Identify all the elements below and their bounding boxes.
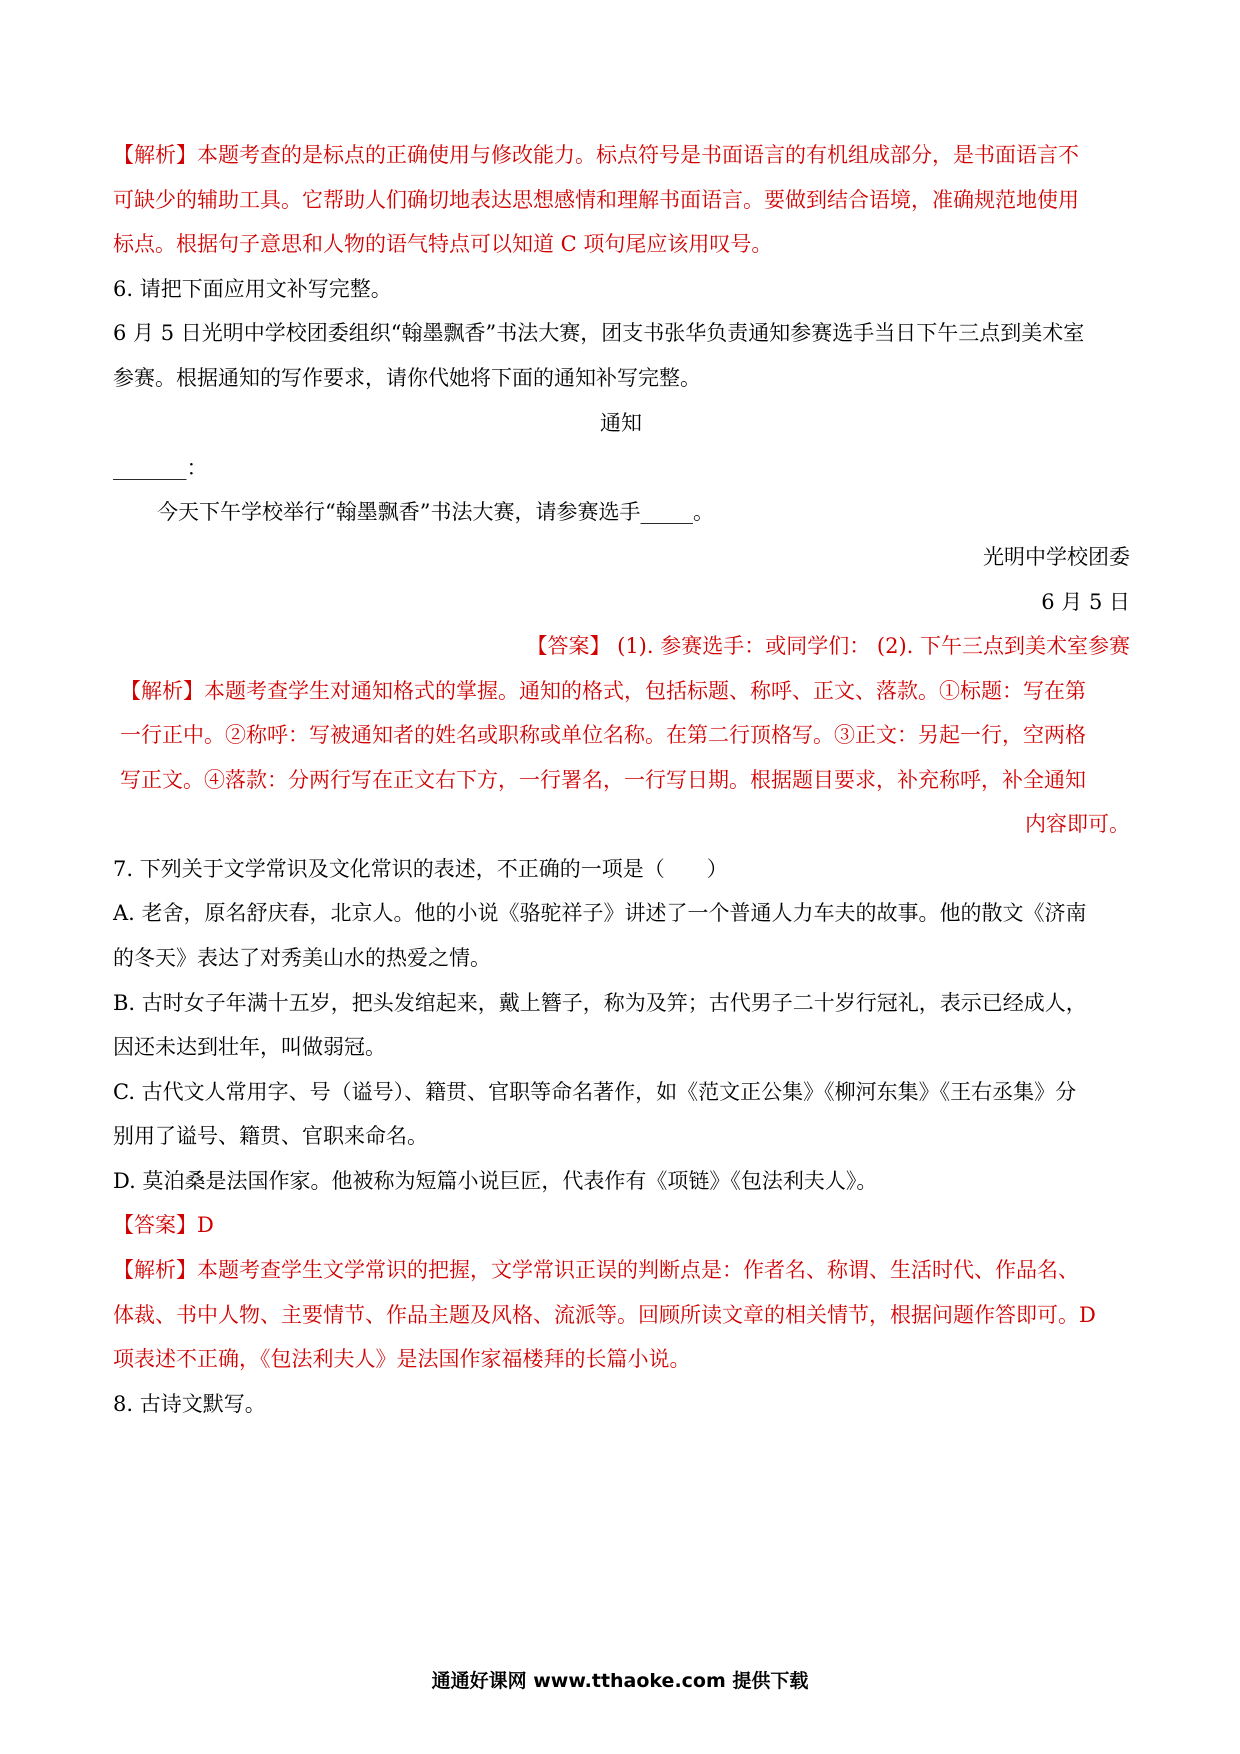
question-7-option-a-line-2: 的冬天》表达了对秀美山水的热爱之情。 (113, 946, 491, 970)
question-7-analysis-line-3: 项表述不正确，《包法利夫人》是法国作家福楼拜的长篇小说。 (113, 1347, 691, 1371)
question-7-stem: 7. 下列关于文学常识及文化常识的表述，不正确的一项是（ ） (113, 857, 728, 881)
question-6-stem: 6. 请把下面应用文补写完整。 (113, 277, 392, 301)
analysis-q5-line-2: 可缺少的辅助工具。它帮助人们确切地表达思想感情和理解书面语言。要做到结合语境，准确规范地使用 (113, 188, 1079, 212)
notice-salutation-blank: _______： (113, 456, 208, 480)
question-6-answer: 【答案】 (1). 参赛选手：或同学们： (2). 下午三点到美术室参赛 (526, 634, 1130, 658)
question-7-option-c-line-2: 别用了谥号、籍贯、官职来命名。 (113, 1124, 428, 1148)
question-7-option-c-line-1: C. 古代文人常用字、号（谥号）、籍贯、官职等命名著作，如《范文正公集》《柳河东集》《王右丞集》分 (113, 1080, 1077, 1104)
question-6-analysis-line-2: 一行正中。②称呼：写被通知者的姓名或职称或单位名称。在第二行顶格写。③正文：另起一行，空两格 (120, 723, 1086, 747)
question-6-analysis-line-3: 写正文。④落款：分两行写在正文右下方，一行署名，一行写日期。根据题目要求，补充称呼，补全通知 (120, 768, 1086, 792)
question-7-option-b-line-2: 因还未达到壮年，叫做弱冠。 (113, 1035, 386, 1059)
question-6-analysis-line-1: 【解析】本题考查学生对通知格式的掌握。通知的格式，包括标题、称呼、正文、落款。①标题：写在第 (120, 679, 1086, 703)
notice-body: 今天下午学校举行“翰墨飘香”书法大赛，请参赛选手_____。 (157, 500, 714, 524)
question-8-stem: 8. 古诗文默写。 (113, 1392, 266, 1416)
analysis-q5-line-3: 标点。根据句子意思和人物的语气特点可以知道 C 项句尾应该用叹号。 (113, 232, 773, 256)
question-7-option-b-line-1: B. 古时女子年满十五岁，把头发绾起来，戴上簪子，称为及笄；古代男子二十岁行冠礼，表示已经成人， (113, 991, 1087, 1015)
question-7-option-a-line-1: A. 老舍，原名舒庆春，北京人。他的小说《骆驼祥子》讲述了一个普通人力车夫的故事。他的散文《济南 (113, 901, 1087, 925)
question-6-analysis-line-4: 内容即可。 (1025, 812, 1130, 836)
question-6-context-line-1: 6 月 5 日光明中学校团委组织“翰墨飘香”书法大赛，团支书张华负责通知参赛选手当日下午三点到美术室 (113, 321, 1085, 345)
page-footer: 通通好课网 www.tthaoke.com 提供下载 (431, 1670, 809, 1692)
question-7-analysis-line-1: 【解析】本题考查学生文学常识的把握，文学常识正误的判断点是：作者名、称谓、生活时代、作品名、 (113, 1258, 1079, 1282)
notice-title: 通知 (600, 411, 642, 435)
notice-signature: 光明中学校团委 (983, 545, 1130, 569)
question-7-answer: 【答案】D (113, 1213, 214, 1237)
question-7-analysis-line-2: 体裁、书中人物、主要情节、作品主题及风格、流派等。回顾所读文章的相关情节，根据问题作答即可。D (113, 1303, 1096, 1327)
question-7-option-d: D. 莫泊桑是法国作家。他被称为短篇小说巨匠，代表作有《项链》《包法利夫人》。 (113, 1169, 878, 1193)
notice-date: 6 月 5 日 (1041, 590, 1130, 614)
analysis-q5-line-1: 【解析】本题考查的是标点的正确使用与修改能力。标点符号是书面语言的有机组成部分，是书面语言不 (113, 143, 1079, 167)
question-6-context-line-2: 参赛。根据通知的写作要求，请你代她将下面的通知补写完整。 (113, 366, 701, 390)
